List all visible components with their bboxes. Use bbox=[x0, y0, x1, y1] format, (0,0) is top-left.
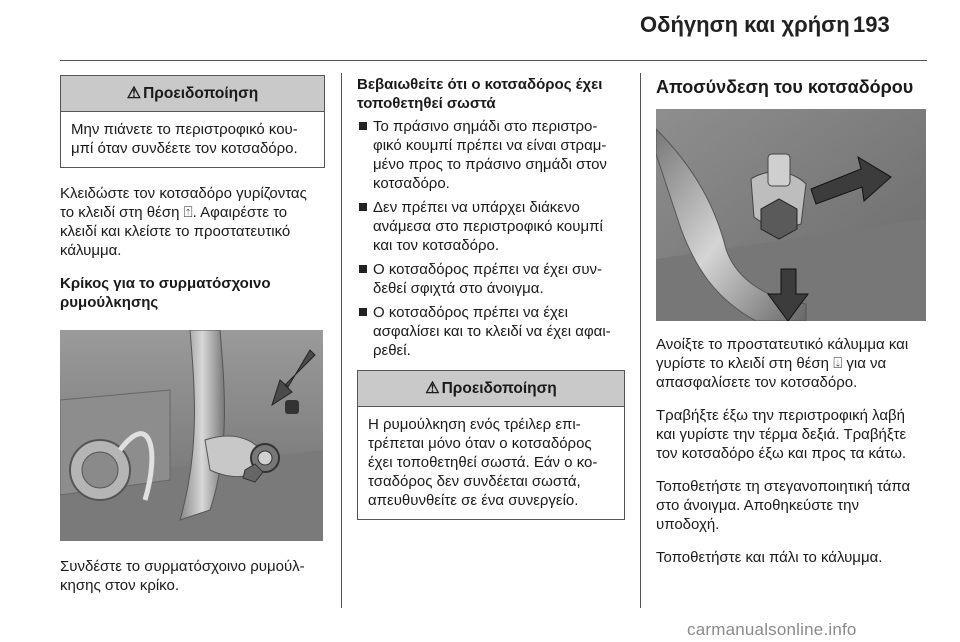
bullet-square-icon bbox=[359, 122, 367, 130]
towbar-removal-illustration bbox=[656, 109, 926, 321]
page-number: 193 bbox=[853, 12, 890, 37]
warning-box bbox=[357, 370, 625, 520]
paragraph: Κλειδώστε τον κοτσαδόρο γυρίζοντας το κλειδί στη θέση ⍐. Αφαιρέστε το κλειδί και κλείστε το προστατευτικό κάλυμμα. bbox=[60, 185, 307, 259]
warning-text: Μην πιάνετε το περιστροφικό κου-μπί όταν συνδέετε τον κοτσαδόρο. bbox=[71, 121, 298, 157]
list-item: Δεν πρέπει να υπάρχει διάκενο ανάμεσα στο περιστροφικό κουμπί και τον κοτσαδόρο. bbox=[357, 198, 625, 255]
paragraph: Τοποθετήστε και πάλι το κάλυμμα. bbox=[656, 549, 883, 566]
paragraph: Ανοίξτε το προστατευτικό κάλυμμα και γυρίστε το κλειδί στη θέση ⍗ για να απασφαλίσετε τον κοτσαδόρο. bbox=[656, 336, 909, 391]
paragraph: Τοποθετήστε τη στεγανοποιητική τάπα στο άνοιγμα. Αποθηκεύστε την υποδοχή. bbox=[656, 478, 911, 533]
list-item: Ο κοτσαδόρος πρέπει να έχει ασφαλίσει και το κλειδί να έχει αφαι-ρεθεί. bbox=[357, 303, 625, 360]
warning-triangle-icon: ⚠ bbox=[425, 380, 440, 397]
warning-text: Η ρυμούλκηση ενός τρέιλερ επι-τρέπεται μόνο όταν ο κοτσαδόρος έχει τοποθετηθεί σωστά. Εάν ο κο-τσαδόρος δεν συνδέεται σωστά, απευθυνθείτε σε ένα συνεργείο. bbox=[368, 416, 598, 509]
warning-heading: ⚠ Προειδοποίηση bbox=[61, 76, 324, 112]
list-item: Το πράσινο σημάδι στο περιστρο-φικό κουμπί πρέπει να είναι στραμ-μένο προς το πράσινο σημάδι στον κοτσαδόρο. bbox=[357, 117, 625, 193]
column-divider-2 bbox=[640, 73, 641, 608]
column-3 bbox=[656, 75, 926, 581]
paragraph: Συνδέστε το συρματόσχοινο ρυμούλ-κησης στον κρίκο. bbox=[60, 558, 305, 594]
bullet-square-icon bbox=[359, 308, 367, 316]
subheading: Κρίκος για το συρματόσχοινο ρυμούλκησης bbox=[60, 275, 271, 311]
warning-heading: ⚠ Προειδοποίηση bbox=[358, 371, 624, 407]
header-rule bbox=[60, 60, 927, 61]
watermark: carmanualsonline.info bbox=[687, 620, 857, 639]
paragraph: Τραβήξτε έξω την περιστροφική λαβή και γυρίστε την τέρμα δεξιά. Τραβήξτε τον κοτσαδόρο έξω και προς τα κάτω. bbox=[656, 407, 907, 462]
towing-eye-illustration bbox=[60, 330, 323, 541]
section-heading: Αποσύνδεση του κοτσαδόρου bbox=[656, 77, 914, 97]
section-heading: Βεβαιωθείτε ότι ο κοτσαδόρος έχει τοποθετηθεί σωστά bbox=[357, 76, 603, 112]
checklist bbox=[357, 117, 625, 360]
warning-box bbox=[60, 75, 325, 168]
bullet-square-icon bbox=[359, 265, 367, 273]
bullet-square-icon bbox=[359, 203, 367, 211]
column-2 bbox=[357, 75, 625, 536]
header-title: Οδήγηση και χρήση bbox=[640, 12, 850, 37]
list-item: Ο κοτσαδόρος πρέπει να έχει συν-δεθεί σφιχτά στο άνοιγμα. bbox=[357, 260, 625, 298]
column-1 bbox=[60, 75, 325, 609]
column-divider-1 bbox=[341, 73, 342, 608]
warning-triangle-icon: ⚠ bbox=[126, 85, 142, 102]
